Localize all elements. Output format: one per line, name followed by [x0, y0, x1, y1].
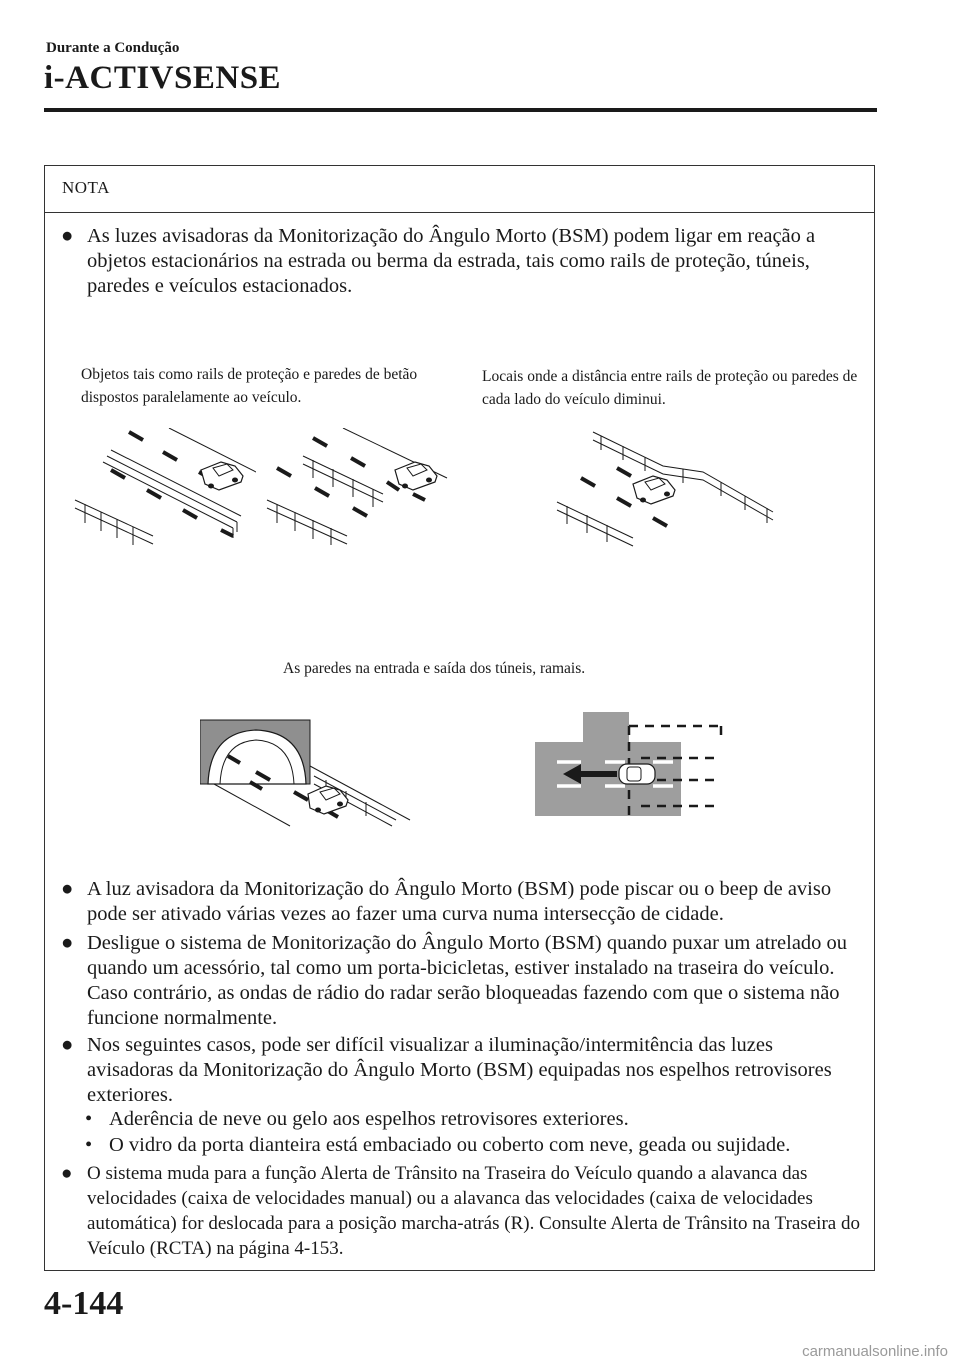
guardrail-parallel-illustration	[71, 428, 256, 548]
figure-caption-left: Objetos tais como rails de proteção e paredes de betão dispostos paralelamente ao veículo.	[81, 366, 418, 406]
note-sub-text: Aderência de neve ou gelo aos espelhos retrovisores exteriores.	[109, 1108, 629, 1130]
page-title: i-ACTIVSENSE	[44, 60, 282, 96]
bullet-icon: ●	[61, 225, 74, 247]
car-icon	[201, 462, 243, 490]
bullet-icon: ●	[61, 1163, 73, 1184]
sub-bullet-icon: •	[85, 1134, 93, 1156]
figure-caption-right: Locais onde a distância entre rails de proteção ou paredes de cada lado do veículo diminui.	[482, 368, 858, 408]
car-icon	[633, 476, 675, 504]
car-icon	[395, 462, 437, 490]
car-icon	[308, 786, 348, 814]
sub-bullet-icon: •	[85, 1108, 93, 1130]
bullet-icon: ●	[61, 932, 74, 954]
note-header	[45, 166, 874, 213]
note-bullet-text: Desligue o sistema de Monitorização do Ângulo Morto (BSM) quando puxar um atrelado ou quando um acessório, tal como um porta-bicicletas, estiver instalado na traseira do veículo. Caso contrário, as ondas de rádio do radar serão bloqueadas fazendo com que o sistema não funcione normalmente.	[87, 932, 848, 1029]
note-box	[44, 165, 875, 1271]
bullet-icon: ●	[61, 1034, 74, 1056]
note-sub-text: O vidro da porta dianteira está embaciado ou coberto com neve, geada ou sujidade.	[109, 1134, 791, 1156]
note-bullet-text: A luz avisadora da Monitorização do Ângulo Morto (BSM) pode piscar ou o beep de aviso pode ser ativado várias vezes ao fazer uma curva numa intersecção de cidade.	[87, 878, 832, 925]
watermark: carmanualsonline.info	[802, 1343, 948, 1360]
note-bullet-text: Nos seguintes casos, pode ser difícil visualizar a iluminação/intermitência das luzes avisadoras da Monitorização do Ângulo Morto (BSM) equipadas nos espelhos retrovisores exteriores.	[87, 1034, 832, 1106]
bullet-icon: ●	[61, 878, 74, 900]
guardrail-both-sides-illustration	[263, 428, 448, 548]
page-number: 4-144	[44, 1285, 124, 1322]
note-bullet-text: O sistema muda para a função Alerta de Trânsito na Traseira do Veículo quando a alavanca das velocidades (caixa de velocidades manual) ou a alavanca das velocidades (caixa de velocidades automática) for deslocada para a posição marcha-atrás (R). Consulte Alerta de Trânsito na Traseira do Veículo (RCTA) na página 4-153.	[87, 1163, 860, 1259]
section-label: Durante a Condução	[46, 40, 180, 56]
note-bullet-text: As luzes avisadoras da Monitorização do Ângulo Morto (BSM) podem ligar em reação a objetos estacionários na estrada ou berma da estrada, tais como rails de proteção, túneis, paredes e veículos estacionados.	[87, 225, 816, 297]
tunnel-entrance-illustration	[200, 716, 415, 831]
guardrail-narrowing-illustration	[553, 428, 778, 548]
car-icon	[619, 764, 655, 784]
road-junction-illustration	[535, 706, 730, 836]
figure-caption-bottom: As paredes na entrada e saída dos túneis, ramais.	[283, 660, 586, 677]
note-heading: NOTA	[62, 178, 110, 197]
title-divider	[44, 108, 877, 112]
